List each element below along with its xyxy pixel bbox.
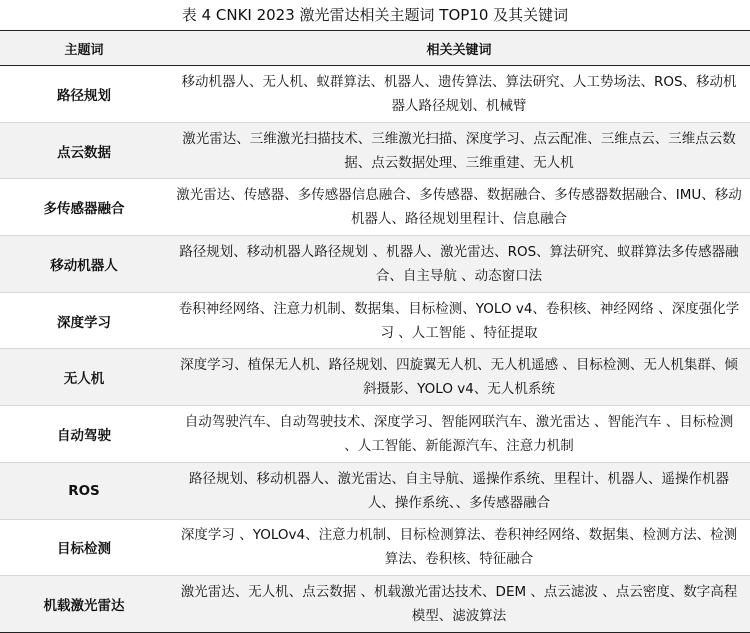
- table-row: [0, 349, 750, 406]
- keywords-cell: 激光雷达、无人机、点云数据 、机载激光雷达技术、DEM 、点云滤波 、点云密度、数字高程模型、滤波算法: [180, 584, 738, 625]
- keywords-cell: 深度学习、植保无人机、路径规划、四旋翼无人机、无人机遥感 、目标检测、无人机集群、倾斜摄影、YOLO v4、无人机系统: [180, 357, 738, 398]
- keywords-cell: 激光雷达、传感器、多传感器信息融合、多传感器、数据融合、多传感器数据融合、IMU、移动机器人、路径规划里程计、信息融合: [176, 187, 742, 228]
- table-row: [0, 179, 750, 236]
- table-row: [0, 292, 750, 349]
- topic-cell: 移动机器人: [50, 257, 118, 274]
- keywords-cell: 深度学习 、YOLOv4、注意力机制、目标检测算法、卷积神经网络、数据集、检测方法、检测算法、卷积核、特征融合: [180, 527, 738, 568]
- topic-cell: 机载激光雷达: [43, 598, 125, 615]
- topic-cell: 目标检测: [57, 541, 111, 558]
- keywords-cell: 移动机器人、无人机、蚁群算法、机器人、遗传算法、算法研究、人工势场法、ROS、移动机器人路径规划、机械臂: [181, 73, 737, 114]
- table-row: [0, 519, 750, 576]
- keywords-cell: 自动驾驶汽车、自动驾驶技术、深度学习、智能网联汽车、激光雷达 、智能汽车 、目标检测 、人工智能、新能源汽车、注意力机制: [184, 413, 734, 454]
- table-row: [0, 236, 750, 293]
- topic-cell: ROS: [68, 482, 100, 499]
- topic-cell: 路径规划: [57, 87, 111, 104]
- keywords-cell: 卷积神经网络、注意力机制、数据集、目标检测、YOLO v4、卷积核、神经网络 、深度强化学习 、人工智能 、特征提取: [178, 300, 740, 341]
- header-topic: 主题词: [64, 42, 104, 58]
- topic-cell: 点云数据: [57, 144, 111, 161]
- table-header-row: [0, 31, 750, 66]
- table-row: [0, 462, 750, 519]
- keywords-cell: 路径规划、移动机器人、激光雷达、自主导航、遥操作系统、里程计、机器人、遥操作机器人、操作系统、、多传感器融合: [189, 470, 729, 511]
- table-row: [0, 66, 750, 123]
- topic-cell: 深度学习: [57, 314, 111, 331]
- keywords-cell: 激光雷达、三维激光扫描技术、三维激光扫描、深度学习、点云配准、三维点云、三维点云数据、点云数据处理、三维重建、无人机: [182, 130, 736, 171]
- topic-cell: 无人机: [63, 371, 105, 388]
- table-row: [0, 406, 750, 463]
- header-keywords: 相关关键词: [426, 42, 492, 58]
- topic-keyword-table: [0, 30, 750, 633]
- topic-cell: 多传感器融合: [43, 201, 125, 218]
- table-row: [0, 576, 750, 633]
- table-caption: 表 4 CNKI 2023 激光雷达相关主题词 TOP10 及其关键词: [181, 6, 569, 24]
- keywords-cell: 路径规划、移动机器人路径规划 、机器人、激光雷达、ROS、算法研究、蚁群算法多传感器融合、自主导航 、动态窗口法: [179, 243, 739, 284]
- topic-cell: 自动驾驶: [57, 427, 111, 444]
- table-row: [0, 122, 750, 179]
